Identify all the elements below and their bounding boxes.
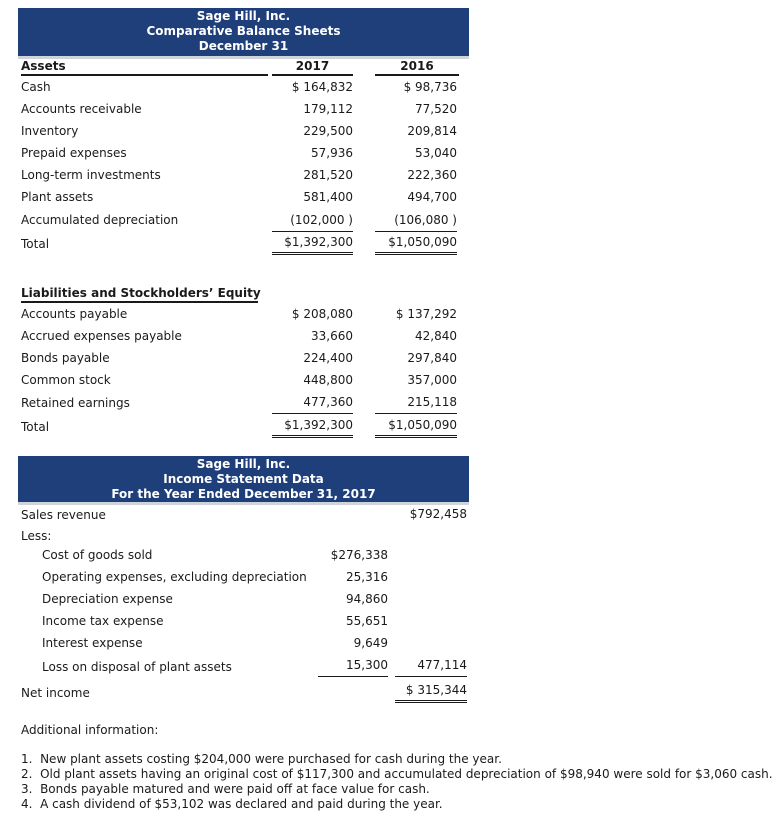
- expense-label: Loss on disposal of plant assets: [42, 660, 232, 674]
- liabilities-heading: Liabilities and Stockholders’ Equity: [21, 286, 258, 303]
- liability-2017: 224,400: [303, 351, 353, 365]
- asset-label: Cash: [21, 80, 51, 94]
- asset-2016: 209,814: [407, 124, 457, 138]
- net-income-value: $ 315,344: [395, 683, 467, 703]
- liability-2017: $ 208,080: [291, 307, 353, 321]
- liabilities-total-2016: $1,050,090: [375, 418, 457, 438]
- statement-title: Comparative Balance Sheets: [146, 24, 341, 38]
- balance-sheet-header: [18, 8, 469, 59]
- asset-2017: 57,936: [311, 146, 353, 160]
- assets-total-2017: $1,392,300: [272, 235, 353, 255]
- liability-label: Bonds payable: [21, 351, 110, 365]
- statement-title: Income Statement Data: [163, 472, 324, 486]
- liability-2016: 42,840: [415, 329, 457, 343]
- income-statement-header: [18, 456, 469, 505]
- company-name: Sage Hill, Inc.: [196, 9, 291, 23]
- additional-info-heading: Additional information:: [21, 723, 159, 737]
- expense-label: Interest expense: [42, 636, 143, 650]
- asset-label: Inventory: [21, 124, 79, 138]
- asset-label: Long-term investments: [21, 168, 161, 182]
- asset-label: Plant assets: [21, 190, 94, 204]
- asset-2016: $ 98,736: [403, 80, 457, 94]
- asset-2017: 229,500: [303, 124, 353, 138]
- assets-heading: Assets: [21, 59, 268, 76]
- column-2017: 2017: [272, 59, 353, 76]
- asset-2017: 179,112: [303, 102, 353, 116]
- asset-2016: 77,520: [415, 102, 457, 116]
- additional-info-item: 3. Bonds payable matured and were paid off at face value for cash.: [21, 782, 430, 796]
- liabilities-total-label: Total: [21, 420, 50, 434]
- expense-label: Income tax expense: [42, 614, 164, 628]
- asset-2016: (106,080 ): [375, 213, 457, 232]
- asset-2017: 581,400: [303, 190, 353, 204]
- additional-info-item: 4. A cash dividend of $53,102 was declared and paid during the year.: [21, 797, 443, 811]
- liability-2017: 448,800: [303, 373, 353, 387]
- assets-total-label: Total: [21, 237, 50, 251]
- liability-label: Accounts payable: [21, 307, 128, 321]
- liability-2016: $ 137,292: [395, 307, 457, 321]
- net-income-label: Net income: [21, 686, 90, 700]
- asset-label: Prepaid expenses: [21, 146, 127, 160]
- asset-2016: 53,040: [415, 146, 457, 160]
- asset-label: Accumulated depreciation: [21, 213, 179, 227]
- asset-2017: $ 164,832: [291, 80, 353, 94]
- expense-label: Cost of goods sold: [42, 548, 153, 562]
- liability-2017: 477,360: [272, 395, 353, 414]
- liabilities-total-2017: $1,392,300: [272, 418, 353, 438]
- expense-value: 94,860: [346, 592, 388, 606]
- asset-2017: (102,000 ): [272, 213, 353, 232]
- assets-total-2016: $1,050,090: [375, 235, 457, 255]
- liability-2016: 297,840: [407, 351, 457, 365]
- expense-value: 9,649: [353, 636, 388, 650]
- asset-label: Accounts receivable: [21, 102, 142, 116]
- column-2016: 2016: [375, 59, 459, 76]
- expense-value: 55,651: [346, 614, 388, 628]
- liability-2016: 357,000: [407, 373, 457, 387]
- expense-value: 15,300: [318, 658, 388, 677]
- sales-revenue-value: $792,458: [409, 507, 467, 521]
- liability-label: Common stock: [21, 373, 111, 387]
- liability-label: Retained earnings: [21, 396, 130, 410]
- additional-info-item: 1. New plant assets costing $204,000 were purchased for cash during the year.: [21, 752, 502, 766]
- expense-value: $276,338: [330, 548, 388, 562]
- total-expenses-value: 477,114: [395, 658, 467, 677]
- asset-2016: 494,700: [407, 190, 457, 204]
- asset-2017: 281,520: [303, 168, 353, 182]
- liability-label: Accrued expenses payable: [21, 329, 182, 343]
- liability-2016: 215,118: [375, 395, 457, 414]
- company-name: Sage Hill, Inc.: [196, 457, 291, 471]
- sales-revenue-label: Sales revenue: [21, 508, 106, 522]
- less-label: Less:: [21, 529, 52, 543]
- asset-2016: 222,360: [407, 168, 457, 182]
- additional-info-item: 2. Old plant assets having an original cost of $117,300 and accumulated depreciation of $98,940 were sold for $3,060 cash.: [21, 767, 773, 781]
- expense-value: 25,316: [346, 570, 388, 584]
- expense-label: Operating expenses, excluding depreciation: [42, 570, 307, 584]
- expense-label: Depreciation expense: [42, 592, 173, 606]
- header-strip: [18, 502, 469, 505]
- statement-period: For the Year Ended December 31, 2017: [111, 487, 376, 501]
- statement-date: December 31: [198, 39, 289, 53]
- liability-2017: 33,660: [311, 329, 353, 343]
